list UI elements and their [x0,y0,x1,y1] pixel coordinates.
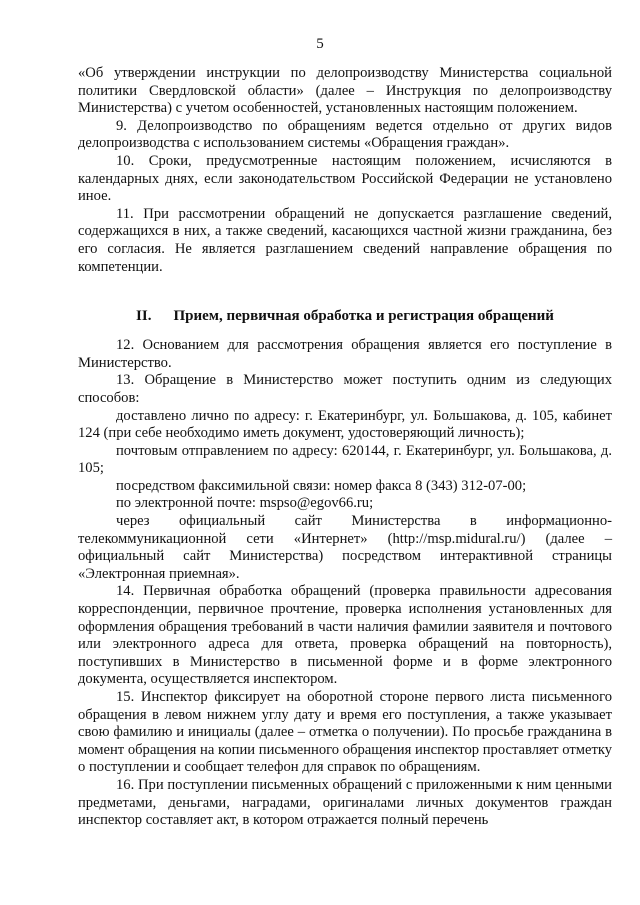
page-number: 5 [316,36,324,52]
section-number: II. [136,308,152,325]
submission-way-in-person: доставлено лично по адресу: г. Екатеринбург, ул. Большакова, д. 105, кабинет 124 (при себе необходимо иметь документ, удостоверяющий личность); [78,407,612,442]
document-body [78,65,612,830]
paragraph-15: 15. Инспектор фиксирует на оборотной стороне первого листа письменного обращения в левом нижнем углу дату и время его поступления, а также указывает свою фамилию и инициалы (далее – отметка о получении). По просьбе гражданина в момент обращения на копии письменного обращения инспектор проставляет отметку о поступлении и сообщает телефон для справок по обращениям. [78,689,612,776]
submission-way-fax: посредством факсимильной связи: номер факса 8 (343) 312-07-00; [116,477,527,494]
paragraph-16: 16. При поступлении письменных обращений с приложенными к ним ценными предметами, деньгами, наградами, оригиналами личных документов граждан инспектор составляет акт, в котором отражается полный перечень [78,776,612,829]
paragraph-13: 13. Обращение в Министерство может поступить одним из следующих способов: [78,372,612,406]
paragraph-intro: «Об утверждении инструкции по делопроизводству Министерства социальной политики Свердловской области» (далее – Инструкция по делопроизводству Министерства) с учетом особенностей, установленных настоящим положением. [78,65,612,117]
paragraph-12: 12. Основанием для рассмотрения обращения является его поступление в Министерство. [78,337,612,371]
section-heading [78,307,612,325]
paragraph-10: 10. Сроки, предусмотренные настоящим положением, исчисляются в календарных днях, если законодательством Российской Федерации не установлено иное. [78,152,612,205]
submission-way-website: через официальный сайт Министерства в информационно-телекоммуникационной сети «Интернет» (http://msp.midural.ru/) (далее – официальный сайт Министерства) посредством интерактивной страницы «Электронная приемная». [78,513,612,582]
paragraph-14: 14. Первичная обработка обращений (проверка правильности адресования корреспонденции, первичное прочтение, проверка исполнения установленных для оформления обращения требований в части наличия фамилии заявителя и почтового или электронного адреса для ответа, проверка обращений на повторность), поступивших в Министерство в письменной форме и в форме электронного документа, осуществляется инспектором. [78,583,612,688]
submission-way-post: почтовым отправлением по адресу: 620144, г. Екатеринбург, ул. Большакова, д. 105; [78,442,612,477]
section-title: Прием, первичная обработка и регистрация обращений [173,308,554,325]
submission-way-email: по электронной почте: mspso@egov66.ru; [116,495,374,512]
paragraph-9: 9. Делопроизводство по обращениям ведется отдельно от других видов делопроизводства с использованием системы «Обращения граждан». [78,117,612,152]
paragraph-11: 11. При рассмотрении обращений не допускается разглашение сведений, содержащихся в них, а также сведений, касающихся частной жизни гражданина, без его согласия. Не является разглашением сведений направление обращения по компетенции. [78,205,612,275]
